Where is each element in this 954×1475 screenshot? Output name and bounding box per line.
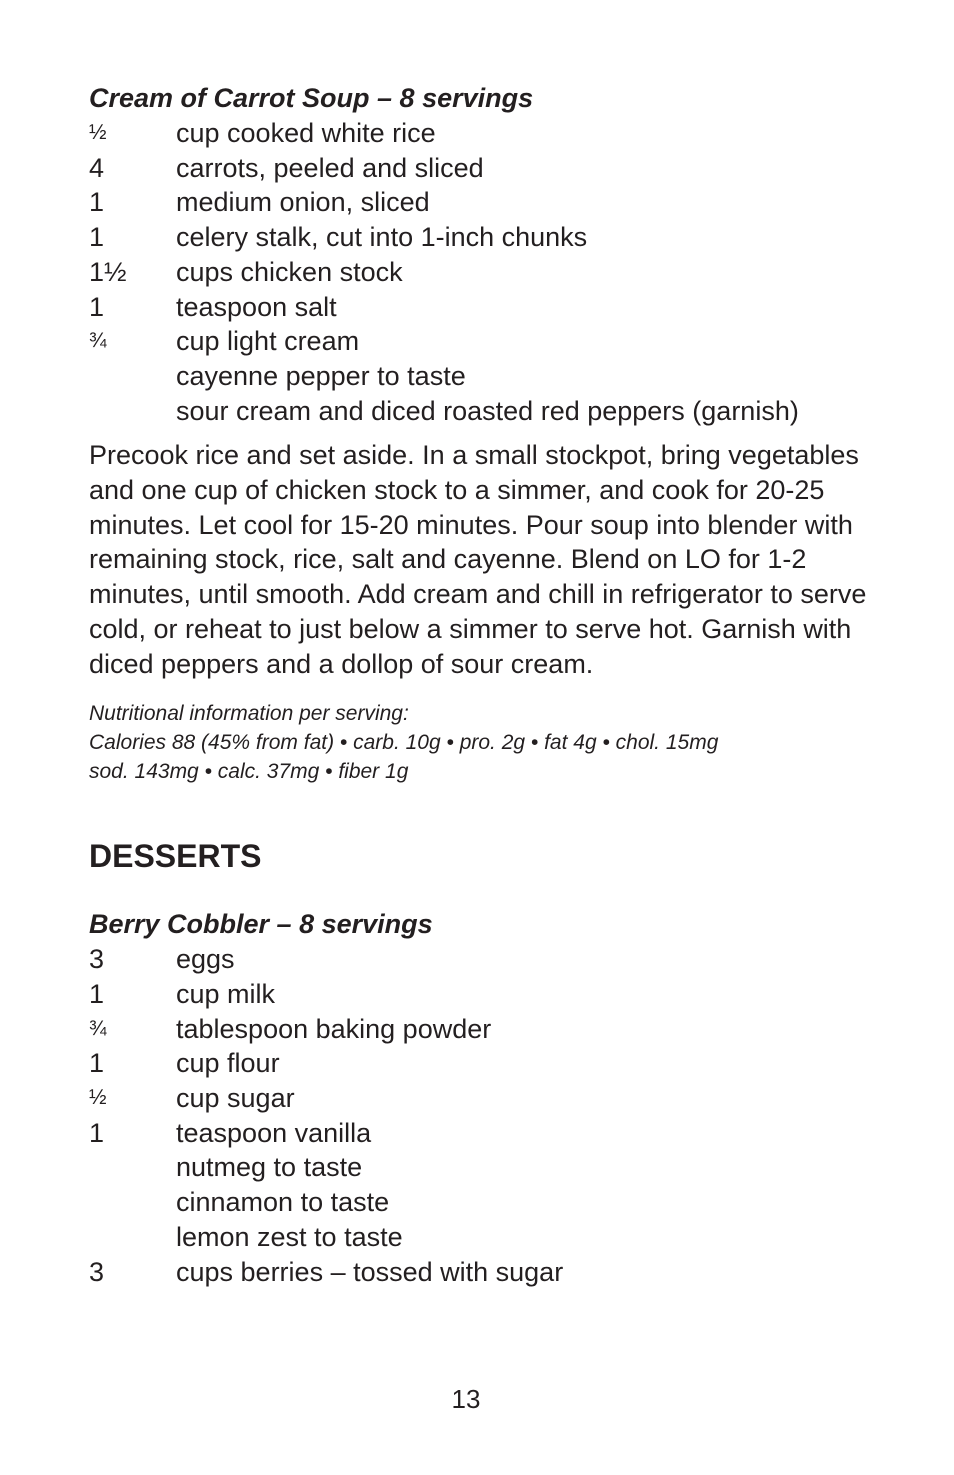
ingredient-item: cinnamon to taste	[176, 1187, 390, 1218]
ingredient-item: cup light cream	[176, 326, 360, 357]
page-number: 13	[451, 1384, 481, 1414]
ingredient-quantity: ½	[89, 1086, 107, 1110]
ingredient-row	[89, 1185, 889, 1220]
ingredient-item: carrots, peeled and sliced	[176, 152, 484, 183]
ingredient-quantity: 1	[89, 291, 105, 322]
ingredient-item: cup sugar	[176, 1083, 295, 1114]
ingredient-quantity	[89, 359, 176, 394]
ingredient-quantity: ¾	[89, 329, 107, 353]
ingredient-item: cups berries – tossed with sugar	[176, 1256, 564, 1287]
ingredient-item: cup milk	[176, 978, 276, 1009]
ingredient-row	[89, 290, 889, 325]
ingredient-quantity: 1	[89, 1048, 105, 1079]
ingredient-quantity: 1	[89, 978, 105, 1009]
ingredient-quantity	[89, 394, 176, 429]
ingredient-list	[89, 942, 889, 1289]
ingredient-row	[89, 324, 889, 359]
recipe-cream-of-carrot-soup	[89, 80, 889, 786]
ingredient-row	[89, 116, 889, 151]
ingredient-row	[89, 394, 889, 429]
ingredient-quantity	[89, 1150, 176, 1185]
section-heading: DESSERTS	[89, 838, 262, 875]
ingredient-quantity: 1½	[89, 256, 127, 287]
ingredient-quantity: ¾	[89, 1016, 107, 1040]
ingredient-item: celery stalk, cut into 1-inch chunks	[176, 222, 588, 253]
ingredient-item: cayenne pepper to taste	[176, 360, 466, 391]
nutrition-line: Calories 88 (45% from fat) • carb. 10g • pro. 2g • fat 4g • chol. 15mg	[89, 731, 719, 755]
ingredient-quantity	[89, 1185, 176, 1220]
recipe-berry-cobbler	[89, 906, 889, 1289]
ingredient-row	[89, 1012, 889, 1047]
ingredient-row	[89, 1116, 889, 1151]
ingredient-quantity: ½	[89, 121, 107, 144]
ingredient-row	[89, 1150, 889, 1185]
ingredient-item: tablespoon baking powder	[176, 1013, 492, 1044]
ingredient-quantity: 1	[89, 1117, 105, 1148]
ingredient-item: eggs	[176, 944, 235, 975]
ingredient-row	[89, 1046, 889, 1081]
ingredient-row	[89, 151, 889, 186]
ingredient-row	[89, 942, 889, 977]
ingredient-item: nutmeg to taste	[176, 1152, 363, 1183]
recipe-title: Berry Cobbler – 8 servings	[89, 909, 433, 940]
nutrition-heading: Nutritional information per serving:	[89, 702, 409, 726]
ingredient-quantity: 4	[89, 152, 105, 183]
nutrition-info	[89, 699, 889, 786]
ingredient-row	[89, 220, 889, 255]
ingredient-row	[89, 185, 889, 220]
ingredient-quantity: 1	[89, 187, 105, 218]
ingredient-quantity: 3	[89, 1256, 105, 1287]
ingredient-row	[89, 1255, 889, 1290]
ingredient-row	[89, 359, 889, 394]
ingredient-item: teaspoon salt	[176, 291, 337, 322]
ingredient-quantity: 1	[89, 222, 105, 253]
recipe-method: Precook rice and set aside. In a small stockpot, bring vegetables and one cup of chicken stock to a simmer, and cook for 20-25 minutes. Let cool for 15-20 minutes. Pour soup into blender with remaining stock, rice, salt and cayenne. Blend on LO for 1-2 minutes, until smooth. Add cream and chill in refrigerator to serve cold, or reheat to just below a simmer to serve hot. Garnish with diced peppers and a dollop of sour cream.	[89, 440, 867, 679]
ingredient-item: cups chicken stock	[176, 256, 403, 287]
ingredient-item: teaspoon vanilla	[176, 1117, 372, 1148]
ingredient-row	[89, 977, 889, 1012]
recipe-page	[89, 80, 889, 1289]
ingredient-list	[89, 116, 889, 428]
nutrition-line: sod. 143mg • calc. 37mg • fiber 1g	[89, 760, 409, 784]
ingredient-item: medium onion, sliced	[176, 187, 430, 218]
recipe-title: Cream of Carrot Soup – 8 servings	[89, 83, 534, 113]
ingredient-row	[89, 1081, 889, 1116]
ingredient-row	[89, 255, 889, 290]
ingredient-row	[89, 1220, 889, 1255]
ingredient-quantity	[89, 1220, 176, 1255]
ingredient-quantity: 3	[89, 944, 105, 975]
ingredient-item: lemon zest to taste	[176, 1221, 403, 1252]
ingredient-item: cup flour	[176, 1048, 280, 1079]
ingredient-item: cup cooked white rice	[176, 118, 436, 148]
ingredient-item: sour cream and diced roasted red peppers (garnish)	[176, 395, 799, 426]
